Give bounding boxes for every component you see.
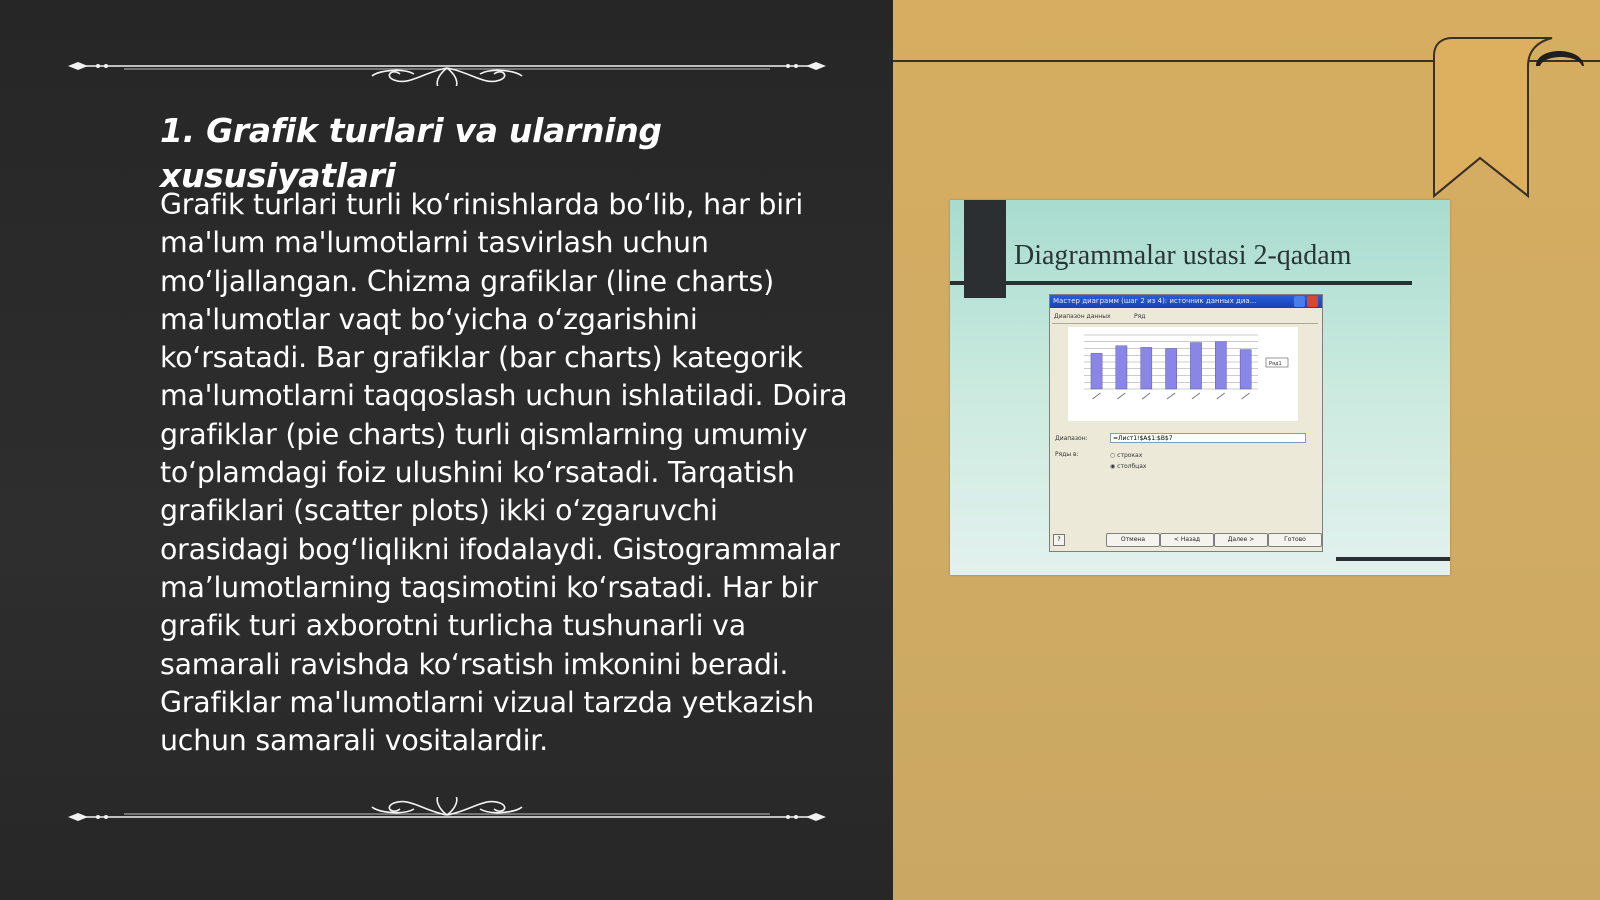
- chart-preview: [1068, 327, 1298, 421]
- preview-bar: [1141, 347, 1152, 389]
- preview-tick-label: [1217, 393, 1225, 399]
- done-button[interactable]: Готово: [1268, 533, 1322, 547]
- slide-title: 1. Grafik turlari va ularning xususiyatlari: [160, 111, 662, 195]
- radio-rows-label: строках: [1117, 452, 1143, 459]
- bottom-rule: [1336, 557, 1450, 561]
- radio-rows[interactable]: ○ строках: [1110, 452, 1143, 459]
- preview-tick-label: [1142, 393, 1150, 399]
- chart-wizard-dialog: [1049, 294, 1323, 552]
- preview-bar: [1091, 353, 1102, 389]
- title-rule: [950, 281, 1412, 285]
- tab-series[interactable]: Ряд: [1134, 313, 1146, 320]
- legend-label: Ряд1: [1269, 361, 1282, 367]
- rows-in-label: Ряды в:: [1055, 451, 1079, 458]
- tab-divider: [1052, 323, 1318, 324]
- radio-columns[interactable]: ◉ столбцах: [1110, 463, 1147, 470]
- back-button[interactable]: < Назад: [1160, 533, 1214, 547]
- preview-bar: [1240, 350, 1251, 389]
- slide-body-text: Grafik turlari turli ko‘rinishlarda bo‘lib, har biri ma'lum ma'lumotlarni tasvirlash uchun mo‘ljallangan. Chizma grafiklar (line charts) ma'lumotlar vaqt bo‘yicha o‘zgarishini ko‘rsatadi. Bar grafiklar (bar charts) kategorik ma'lumotlarni taqqoslash uchun ishlatiladi. Doira grafiklar (pie charts) turli qismlarning umumiy to‘plamdagi foiz ulushini ko‘rsatadi. Tarqatish grafiklari (scatter plots) ikki o‘zgaruvchi orasidagi bog‘liqlikni ifodalaydi. Gistogrammalar ma’lumotlarning taqsimotini ko‘rsatadi. Har bir grafik turi axborotni turlicha tushunarli va samarali ravishda ko‘rsatish imkonini beradi. Grafiklar ma'lumotlarni vizual tarzda yetkazish uchun samarali vositalardir.: [160, 188, 848, 758]
- preview-tick-label: [1117, 393, 1125, 399]
- dialog-titlebar: Мастер диаграмм (шаг 2 из 4): источник данных диа...: [1050, 295, 1322, 308]
- dialog-help-icon[interactable]: ?: [1053, 534, 1065, 546]
- preview-tick-label: [1092, 393, 1100, 399]
- bottom-ornament: [64, 797, 830, 837]
- preview-bar: [1116, 346, 1127, 389]
- bookmark-ribbon: [1432, 36, 1592, 202]
- preview-bar: [1190, 343, 1201, 389]
- range-input[interactable]: =Лист1!$A$1:$B$7: [1110, 433, 1306, 443]
- preview-tick-label: [1167, 393, 1175, 399]
- preview-bar: [1166, 349, 1177, 390]
- close-icon[interactable]: [1307, 296, 1318, 307]
- next-button[interactable]: Далее >: [1214, 533, 1268, 547]
- tab-data-range[interactable]: Диапазон данных: [1054, 313, 1111, 320]
- preview-tick-label: [1242, 393, 1250, 399]
- top-ornament: [64, 46, 830, 86]
- preview-bar: [1215, 341, 1226, 389]
- preview-tick-label: [1192, 393, 1200, 399]
- radio-columns-label: столбцах: [1117, 463, 1147, 470]
- chart-preview-svg: [1068, 327, 1298, 421]
- cancel-button[interactable]: Отмена: [1106, 533, 1160, 547]
- help-icon[interactable]: [1294, 296, 1305, 307]
- range-label: Диапазон:: [1055, 435, 1088, 442]
- screenshot-title: Diagrammalar ustasi 2-qadam: [1014, 240, 1352, 271]
- screenshot-image: [950, 200, 1450, 575]
